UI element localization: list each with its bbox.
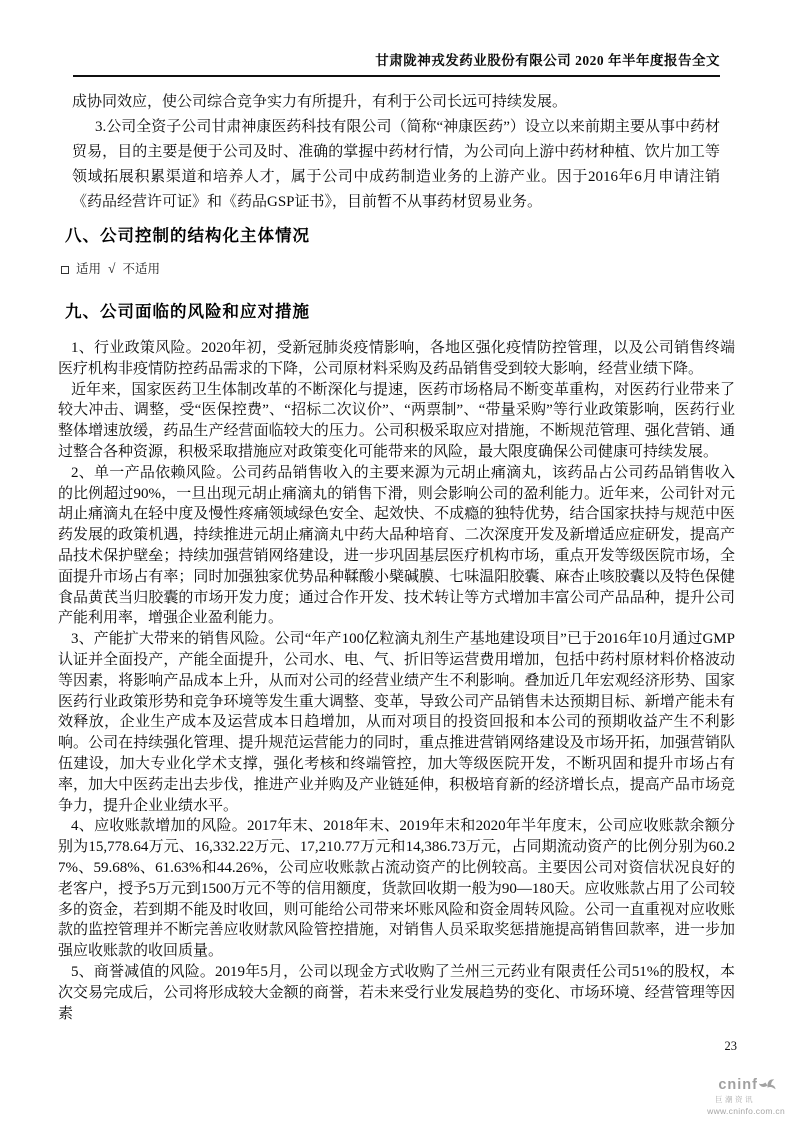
checkbox-unchecked-icon — [61, 266, 69, 274]
section-8-heading: 八、公司控制的结构化主体情况 — [65, 227, 310, 245]
cninfo-logo-row — [718, 1077, 776, 1094]
risk-paragraph-single-product: 2、单一产品依赖风险。公司药品销售收入的主要来源为元胡止痛滴丸，该药品占公司药品销售收入的比例超过90%，一旦出现元胡止痛滴丸的销售下滑，则会影响公司的盈利能力。近年来，公司针对元胡止痛滴丸在轻中度及慢性疼痛领域绿色安全、起效快、不成瘾的独特优势，结合国家扶持与规范中医药发展的政策机遇，持续推进元胡止痛滴丸中药大品种培育、二次深度开发及新增适应症研发，提高产品技术保护壁垒；持续加强营销网络建设，进一步巩固基层医疗机构市场，重点开发等级医院市场，全面提升市场占有率；同时加强独家优势品种鞣酸小檗碱膜、七味温阳胶囊、麻杏止咳胶囊以及特色保健食品黄芪当归胶囊的市场开发力度；通过合作开发、技术转让等方式增加丰富公司产品品种，提升公司产能利用率，增强企业盈利能力。 — [58, 464, 735, 627]
page-number: 23 — [724, 1039, 737, 1053]
intro-section — [72, 90, 720, 215]
paragraph-continuation: 成协同效应，使公司综合竞争实力有所提升，有利于公司长远可持续发展。 — [72, 94, 568, 110]
risk-paragraph-goodwill-impairment: 5、商誉减值的风险。2019年5月，公司以现金方式收购了兰州三元药业有限责任公司51%的股权，本次交易完成后，公司将形成较大金额的商誉，若未来受行业发展趋势的变化、市场环境、经营管理等因素 — [58, 963, 735, 1022]
check-mark-icon: √ — [108, 261, 116, 276]
applicability-line — [61, 261, 160, 277]
risk-paragraph-accounts-receivable: 4、应收账款增加的风险。2017年末、2018年末、2019年末和2020年半年度末，公司应收账款余额分别为15,778.64万元、16,332.22万元、17,210.77万元和14,386.73万元，占同期流动资产的比例分别为60.27%、59.68%、61.63%和44.26%，公司应收账款占流动资产的比例较高。主要因公司对资信状况良好的老客户，授予5万元到1500万元不等的信用额度，货款回收期一般为90—180天。应收账款占用了公司较多的资金，若到期不能及时收回，则可能给公司带来坏账风险和资金周转风险。公司一直重视对应收账款的监控管理并不断完善应收财款风险管控措施，对销售人员采取奖惩措施提高销售回款率，进一步加强应收账款的收回质量。 — [58, 818, 735, 960]
risk-paragraph-industry-policy: 1、行业政策风险。2020年初，受新冠肺炎疫情影响，各地区强化疫情防控管理，以及公司销售终端医疗机构非疫情防控药品需求的下降，公司原材料采购及药品销售受到较大影响，经营业绩下降。 — [58, 340, 735, 377]
cninfo-brand-text: cninf — [718, 1077, 758, 1094]
risk-paragraph-capacity-expansion: 3、产能扩大带来的销售风险。公司“年产100亿粒滴丸剂生产基地建设项目”已于2016年10月通过GMP认证并全面投产，产能全面提升，公司水、电、气、折旧等运营费用增加，包括中药村原材料价格波动等因素，将影响产品成本上升，从而对公司的经营业绩产生不利影响。叠加近几年宏观经济形势、国家医药行业政策形势和竞争环境等发生重大调整、变革，导致公司产品销售未达预期目标、新增产能未有效释放，企业生产成本及运营成本日趋增加，从而对项目的投资回报和本公司的预期收益产生不利影响。公司在持续强化管理、提升规范运营能力的同时，重点推进营销网络建设及市场开拓，加强营销队伍建设，加大专业化学术支撑，强化考核和终端管控，加大等级医院开发，不断巩固和提升市场占有率，加大中医药走出去步伐，推进产业并购及产业链延伸，积极培育新的经济增长点，提高产品市场竞争力，提升企业业绩水平。 — [58, 631, 735, 814]
not-applicable-label: 不适用 — [122, 262, 160, 276]
risk-section — [58, 338, 735, 1024]
applicable-label: 适用 — [76, 262, 102, 276]
cninfo-chinese-name: 巨潮资讯 — [715, 1095, 755, 1104]
risk-paragraph-industry-policy-measures: 近年来，国家医药卫生体制改革的不断深化与提速，医药市场格局不断变革重构，对医药行业带来了较大冲击、调整，受“医保控费”、“招标二次议价”、“两票制”、“带量采购”等行业政策影响，医药行业整体增速放缓，药品生产经营面临较大的压力。公司积极采取应对措施，不断规范管理、强化营销、通过整合各种资源，积极采取措施应对政策变化可能带来的风险，最大限度确保公司健康可持续发展。 — [58, 381, 735, 460]
section-9-heading: 九、公司面临的风险和应对措施 — [65, 303, 310, 321]
header-title: 甘肃陇神戎发药业股份有限公司 2020 年半年度报告全文 — [375, 53, 720, 68]
page-header — [73, 52, 720, 77]
paragraph-subsidiary: 3.公司全资子公司甘肃神康医药科技有限公司（简称“神康医药”）设立以来前期主要从事中药材贸易，目的主要是便于公司及时、准确的掌握中药材行情，为公司向上游中药材种植、饮片加工等领域拓展积累渠道和培养人才，属于公司中成药制造业务的上游产业。因于2016年6月申请注销《药品经营许可证》和《药品GSP证书》，目前暂不从事药材贸易业务。 — [72, 119, 720, 210]
cninfo-swirl-icon — [759, 1077, 776, 1094]
cninfo-url-text: www.cninfo.com.cn — [707, 1105, 785, 1116]
cninfo-logo — [707, 1077, 785, 1115]
